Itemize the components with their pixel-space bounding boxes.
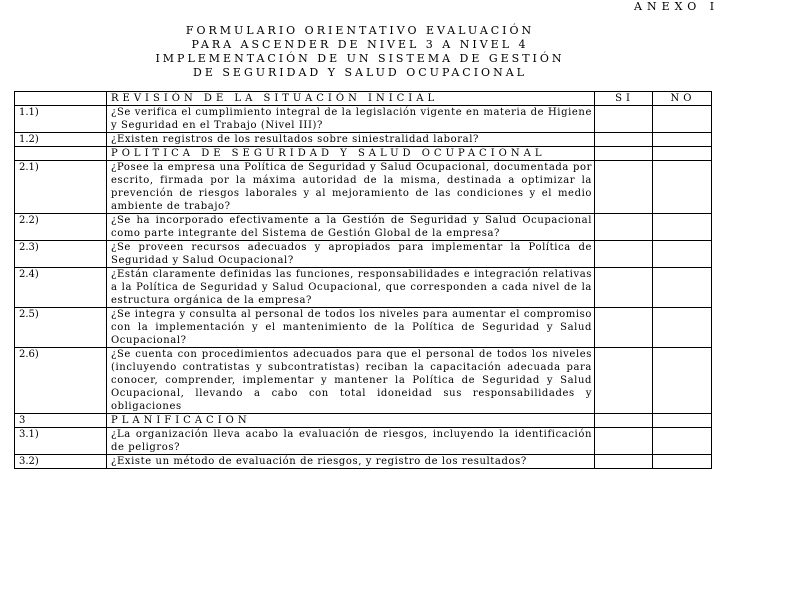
- question-number: 1.2): [15, 133, 107, 147]
- form-header: [0, 24, 720, 80]
- question-number: 2.6): [15, 348, 107, 414]
- si-answer-cell[interactable]: [595, 214, 653, 241]
- question-row: [15, 214, 712, 241]
- no-answer-cell[interactable]: [653, 348, 712, 414]
- si-answer-cell[interactable]: [595, 428, 653, 455]
- question-text: ¿Existe un método de evaluación de riesgos, y registro de los resultados?: [107, 455, 595, 469]
- question-number: 2.3): [15, 241, 107, 268]
- question-text: ¿Existen registros de los resultados sobre siniestralidad laboral?: [107, 133, 595, 147]
- question-number: 3.1): [15, 428, 107, 455]
- section-title: PLANIFICACION: [107, 414, 595, 428]
- no-header-cell: [653, 147, 712, 161]
- question-row: [15, 455, 712, 469]
- si-answer-cell[interactable]: [595, 106, 653, 133]
- no-column-header: NO: [653, 92, 712, 106]
- question-number: 2.1): [15, 161, 107, 214]
- question-row: [15, 348, 712, 414]
- question-number: 2.2): [15, 214, 107, 241]
- section-row: [15, 147, 712, 161]
- section-title: POLITICA DE SEGURIDAD Y SALUD OCUPACIONAL: [107, 147, 595, 161]
- si-answer-cell[interactable]: [595, 268, 653, 308]
- si-answer-cell[interactable]: [595, 241, 653, 268]
- question-text: ¿Se integra y consulta al personal de todos los niveles para aumentar el compromiso con la implementación y el mantenimiento de la Política de Seguridad y Salud Ocupacional?: [107, 308, 595, 348]
- question-number: 2.5): [15, 308, 107, 348]
- si-answer-cell[interactable]: [595, 348, 653, 414]
- question-text: ¿Se cuenta con procedimientos adecuados para que el personal de todos los niveles (incluyendo contratistas y subcontratistas) reciban la capacitación adecuada para conocer, comprender, implementar y mantener la Política de Seguridad y Salud Ocupacional, llevando a cabo con total idoneidad sus responsabilidades y obligaciones: [107, 348, 595, 414]
- question-row: [15, 133, 712, 147]
- section-title: REVISIÓN DE LA SITUACIÓN INICIAL: [107, 92, 595, 106]
- section-row: [15, 414, 712, 428]
- si-answer-cell[interactable]: [595, 455, 653, 469]
- question-text: ¿Se verifica el cumplimiento integral de la legislación vigente en materia de Higiene y Seguridad en el Trabajo (Nivel III)?: [107, 106, 595, 133]
- question-text: ¿La organización lleva acabo la evaluación de riesgos, incluyendo la identificación de peligros?: [107, 428, 595, 455]
- question-row: [15, 106, 712, 133]
- question-row: [15, 268, 712, 308]
- section-number: 3: [15, 414, 107, 428]
- no-answer-cell[interactable]: [653, 133, 712, 147]
- question-row: [15, 308, 712, 348]
- question-text: ¿Se ha incorporado efectivamente a la Gestión de Seguridad y Salud Ocupacional como parte integrante del Sistema de Gestión Global de la empresa?: [107, 214, 595, 241]
- evaluation-table: [14, 91, 712, 469]
- header-line-4: DE SEGURIDAD Y SALUD OCUPACIONAL: [193, 66, 527, 79]
- header-line-3: IMPLEMENTACIÓN DE UN SISTEMA DE GESTIÓN: [155, 52, 565, 65]
- si-answer-cell[interactable]: [595, 133, 653, 147]
- no-header-cell: [653, 414, 712, 428]
- question-row: [15, 161, 712, 214]
- question-row: [15, 241, 712, 268]
- annex-label: ANEXO I: [634, 0, 720, 13]
- question-text: ¿Están claramente definidas las funciones, responsabilidades e integración relativas a la Política de Seguridad y Salud Ocupacional, que corresponden a cada nivel de la estructura orgánica de la empresa?: [107, 268, 595, 308]
- question-number: 2.4): [15, 268, 107, 308]
- section-number: [15, 147, 107, 161]
- question-text: ¿Posee la empresa una Política de Seguridad y Salud Ocupacional, documentada por escrito, firmada por la máxima autoridad de la misma, destinada a optimizar la prevención de riesgos laborales y al mejoramiento de las condiciones y el medio ambiente de trabajo?: [107, 161, 595, 214]
- question-number: 3.2): [15, 455, 107, 469]
- no-answer-cell[interactable]: [653, 106, 712, 133]
- no-answer-cell[interactable]: [653, 214, 712, 241]
- section-number: [15, 92, 107, 106]
- question-number: 1.1): [15, 106, 107, 133]
- si-answer-cell[interactable]: [595, 308, 653, 348]
- si-answer-cell[interactable]: [595, 161, 653, 214]
- no-answer-cell[interactable]: [653, 241, 712, 268]
- si-column-header: SI: [595, 92, 653, 106]
- si-header-cell: [595, 147, 653, 161]
- no-answer-cell[interactable]: [653, 455, 712, 469]
- header-line-2: PARA ASCENDER DE NIVEL 3 A NIVEL 4: [191, 38, 529, 51]
- no-answer-cell[interactable]: [653, 161, 712, 214]
- no-answer-cell[interactable]: [653, 308, 712, 348]
- question-text: ¿Se proveen recursos adecuados y apropiados para implementar la Política de Seguridad y Salud Ocupacional?: [107, 241, 595, 268]
- section-row: [15, 92, 712, 106]
- no-answer-cell[interactable]: [653, 428, 712, 455]
- question-row: [15, 428, 712, 455]
- header-line-1: FORMULARIO ORIENTATIVO EVALUACIÓN: [185, 24, 535, 37]
- no-answer-cell[interactable]: [653, 268, 712, 308]
- si-header-cell: [595, 414, 653, 428]
